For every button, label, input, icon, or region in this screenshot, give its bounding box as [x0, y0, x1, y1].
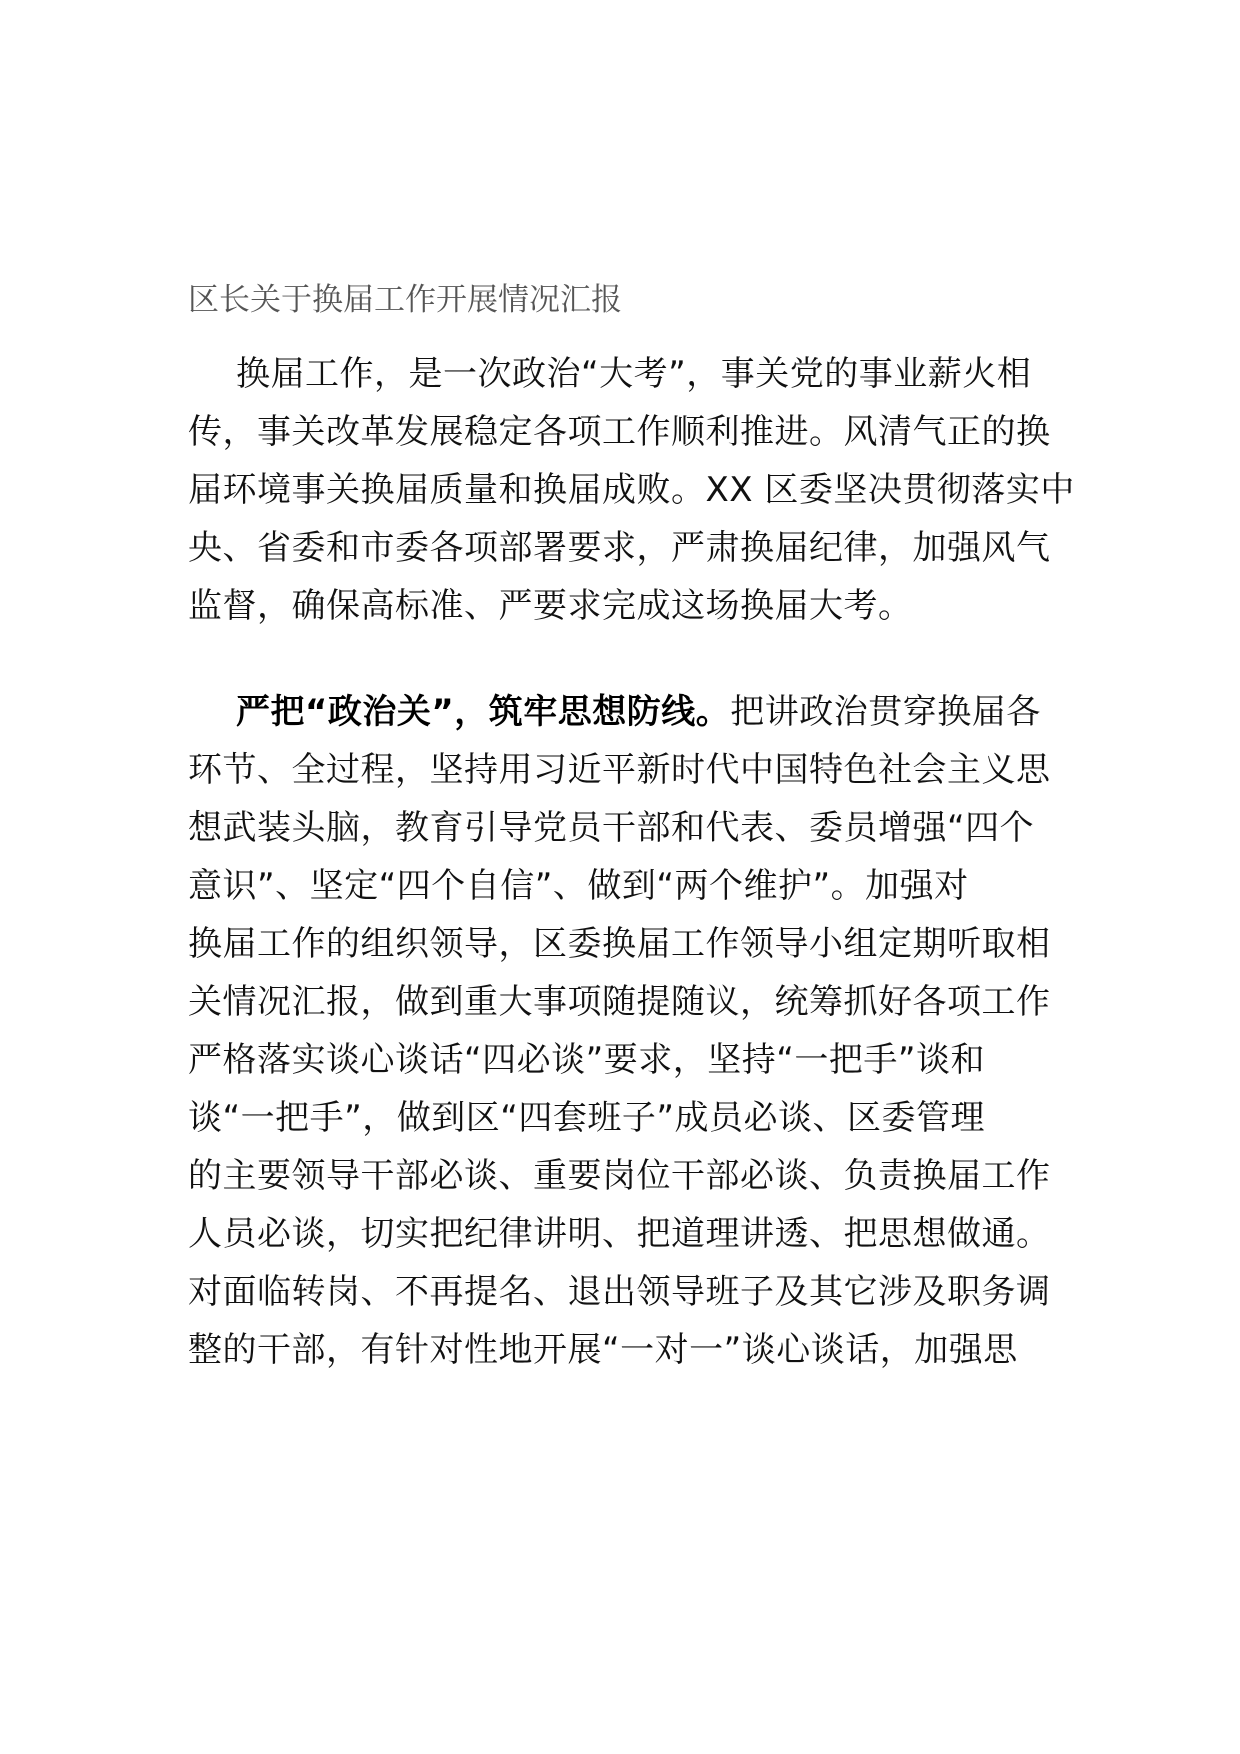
paragraph-line: 监督，确保高标准、严要求完成这场换届大考。 [188, 586, 913, 626]
document-title: 区长关于换届工作开展情况汇报 [188, 282, 622, 318]
paragraph-line: 意识”、坚定“四个自信”、做到“两个维护”。加强对 [188, 866, 969, 906]
paragraph-line: 换届工作，是一次政治“大考”，事关党的事业薪火相 [236, 354, 1032, 394]
paragraph-line: 谈“一把手”，做到区“四套班子”成员必谈、区委管理 [188, 1098, 985, 1138]
paragraph-line: 严格落实谈心谈话“四必谈”要求，坚持“一把手”谈和 [188, 1040, 985, 1080]
paragraph-line: 的主要领导干部必谈、重要岗位干部必谈、负责换届工作 [188, 1156, 1051, 1196]
paragraph-first-line [236, 690, 1041, 734]
paragraph-line: 整的干部，有针对性地开展“一对一”谈心谈话，加强思 [188, 1330, 1018, 1370]
paragraph-line: 人员必谈，切实把纪律讲明、把道理讲透、把思想做通。 [188, 1214, 1051, 1254]
paragraph-line: 想武装头脑，教育引导党员干部和代表、委员增强“四个 [188, 808, 1035, 848]
section-heading: 严把“政治关”，筑牢思想防线。 [236, 692, 731, 732]
paragraph-line: 传，事关改革发展稳定各项工作顺利推进。风清气正的换 [188, 412, 1051, 452]
paragraph-line: 关情况汇报，做到重大事项随提随议，统筹抓好各项工作 [188, 982, 1051, 1022]
paragraph-line: 环节、全过程，坚持用习近平新时代中国特色社会主义思 [188, 750, 1051, 790]
paragraph-line: 对面临转岗、不再提名、退出领导班子及其它涉及职务调 [188, 1272, 1051, 1312]
paragraph-line: 换届工作的组织领导，区委换届工作领导小组定期听取相 [188, 924, 1051, 964]
paragraph-line: 央、省委和市委各项部署要求，严肃换届纪律，加强风气 [188, 528, 1051, 568]
paragraph-line: 届环境事关换届质量和换届成败。XX 区委坚决贯彻落实中 [188, 470, 1075, 510]
paragraph-text: 把讲政治贯穿换届各 [730, 692, 1041, 732]
